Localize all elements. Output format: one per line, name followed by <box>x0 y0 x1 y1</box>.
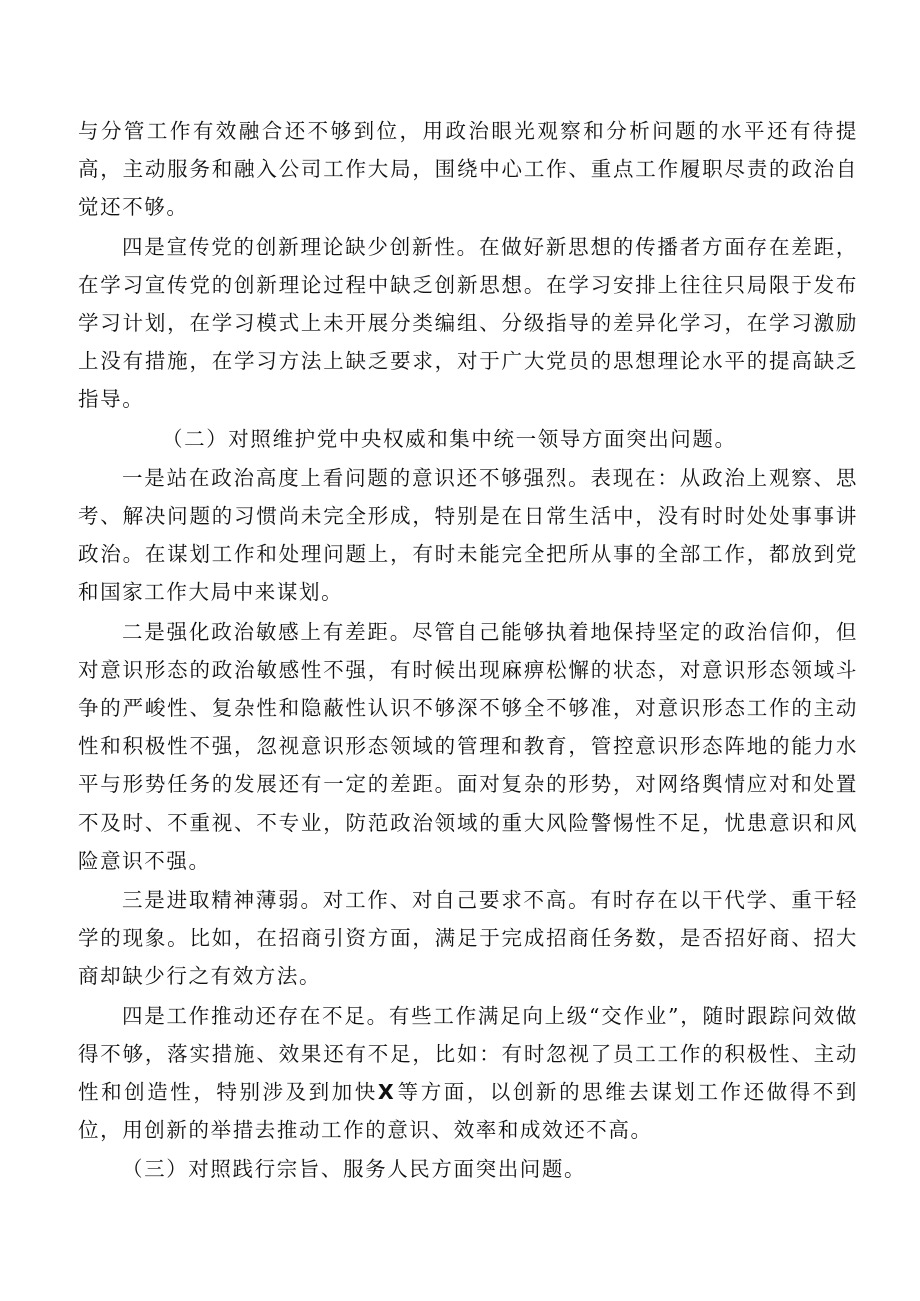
placeholder-x-mark: X <box>377 1080 397 1105</box>
paragraph-point-three-enterprise-spirit: 三是进取精神薄弱。对工作、对自己要求不高。有时存在以干代学、重干轻学的现象。比如，在招商引资方面，满足于完成招商任务数，是否招好商、招大商却缺少行之有效方法。 <box>78 888 858 989</box>
section-heading-two: （二）对照维护党中央权威和集中统一领导方面突出问题。 <box>162 426 737 451</box>
section-heading-three: （三）对照践行宗旨、服务人民方面突出问题。 <box>122 1157 587 1182</box>
paragraph-point-two-political-sensitivity: 二是强化政治敏感上有差距。尽管自己能够执着地保持坚定的政治信仰，但对意识形态的政治敏感性不强，有时候出现麻痹松懈的状态，对意识形态领域斗争的严峻性、复杂性和隐蔽性认识不够深不够全不够准，对意识形态工作的主动性和积极性不强，忽视意识形态领域的管理和教育，管控意识形态阵地的能力水平与形势任务的发展还有一定的差距。面对复杂的形势，对网络舆情应对和处置不及时、不重视、不专业，防范政治领域的重大风险警惕性不足，忧患意识和风险意识不强。 <box>78 619 858 873</box>
document-page <box>78 112 858 1189</box>
paragraph-point-four-work-promotion <box>78 997 858 1150</box>
paragraph-continuation: 与分管工作有效融合还不够到位，用政治眼光观察和分析问题的水平还有待提高，主动服务和融入公司工作大局，围绕中心工作、重点工作履职尽责的政治自觉还不够。 <box>78 119 858 220</box>
paragraph-point-four-theory: 四是宣传党的创新理论缺少创新性。在做好新思想的传播者方面存在差距，在学习宣传党的创新理论过程中缺乏创新思想。在学习安排上往往只局限于发布学习计划，在学习模式上未开展分类编组、分级指导的差异化学习，在学习激励上没有措施，在学习方法上缺乏要求，对于广大党员的思想理论水平的提高缺乏指导。 <box>78 234 858 412</box>
paragraph-text-after-mark: 等方面，以创新的思维去谋划工作还做得不到位，用创新的举措去推动工作的意识、效率和成效还不高。 <box>78 1080 858 1143</box>
paragraph-point-one-political-height: 一是站在政治高度上看问题的意识还不够强烈。表现在：从政治上观察、思考、解决问题的习惯尚未完全形成，特别是在日常生活中，没有时时处处事事讲政治。在谋划工作和处理问题上，有时未能完全把所从事的全部工作，都放到党和国家工作大局中来谋划。 <box>78 465 858 605</box>
paragraph-text-before-mark: 四是工作推动还存在不足。有些工作满足向上级“交作业”，随时跟踪问效做得不够，落实措施、效果还有不足，比如：有时忽视了员工工作的积极性、主动性和创造性，特别涉及到加快 <box>78 1003 858 1105</box>
